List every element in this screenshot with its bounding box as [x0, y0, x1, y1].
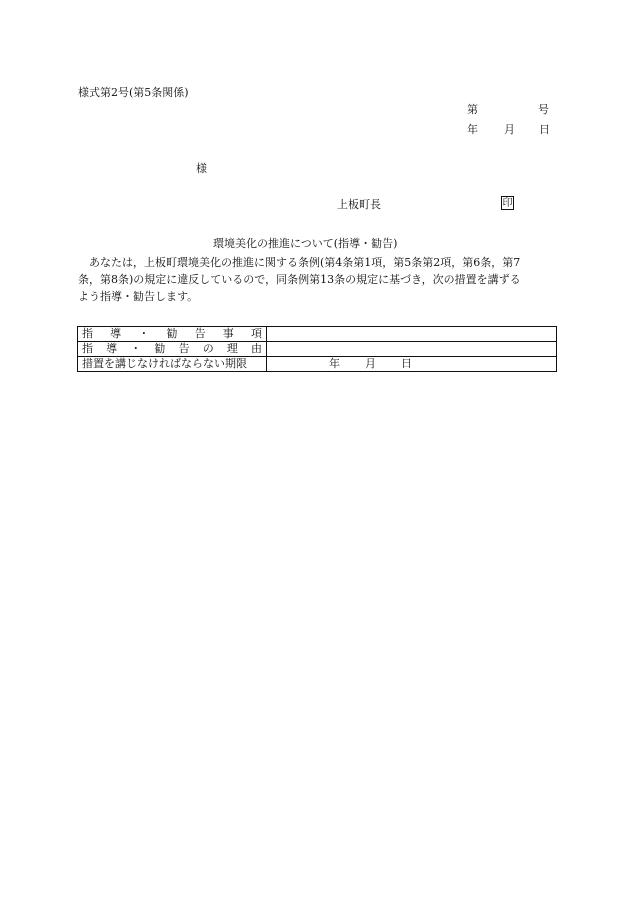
- form-id: 様式第2号(第5条関係): [78, 86, 189, 99]
- label-char: 勧: [166, 327, 178, 340]
- guidance-reason-label: [78, 342, 267, 357]
- notice-title: 環境美化の推進について(指導・勧告): [213, 237, 398, 250]
- label-char: 導: [106, 342, 118, 355]
- issue-date-year: 年: [467, 123, 478, 136]
- table-row: [78, 327, 557, 342]
- guidance-table: [77, 326, 557, 372]
- label-char: ・: [138, 327, 150, 340]
- document-number-prefix: 第: [467, 103, 478, 116]
- label-char: 告: [178, 342, 190, 355]
- guidance-reason-value[interactable]: [267, 342, 557, 357]
- label-char: 項: [250, 327, 262, 340]
- table-row: [78, 342, 557, 357]
- label-char: 指: [82, 342, 93, 355]
- table-row: [78, 357, 557, 372]
- deadline-day: 日: [401, 357, 412, 370]
- notice-body: [78, 254, 554, 305]
- label-char: ・: [130, 342, 142, 355]
- issue-date-day: 日: [539, 123, 550, 136]
- notice-body-line: 条，第8条)の規定に違反しているので，同条例第13条の規定に基づき，次の措置を講ずる: [78, 273, 521, 286]
- guidance-item-label: [78, 327, 267, 342]
- label-char: 指: [82, 327, 93, 340]
- label-char: の: [202, 342, 214, 355]
- seal-mark: 印: [502, 198, 513, 209]
- addressee-honorific: 様: [196, 162, 207, 175]
- label-char: 告: [194, 327, 206, 340]
- sender-title: 上板町長: [337, 198, 381, 211]
- notice-body-line: あなたは，上板町環境美化の推進に関する条例(第4条第1項，第5条第2項，第6条，第7: [78, 256, 521, 269]
- label-char: 由: [250, 342, 262, 355]
- label-char: 導: [110, 327, 122, 340]
- document-number-suffix: 号: [538, 103, 549, 116]
- label-char: 理: [226, 342, 238, 355]
- issue-date-month: 月: [504, 123, 515, 136]
- deadline-year: 年: [329, 357, 340, 370]
- label-char: 勧: [154, 342, 166, 355]
- deadline-label: 措置を講じなければならない期限: [78, 357, 267, 372]
- guidance-item-value[interactable]: [267, 327, 557, 342]
- deadline-value[interactable]: [267, 357, 557, 372]
- label-char: 事: [222, 327, 234, 340]
- deadline-month: 月: [365, 357, 376, 370]
- notice-body-line: よう指導・勧告します。: [78, 290, 199, 303]
